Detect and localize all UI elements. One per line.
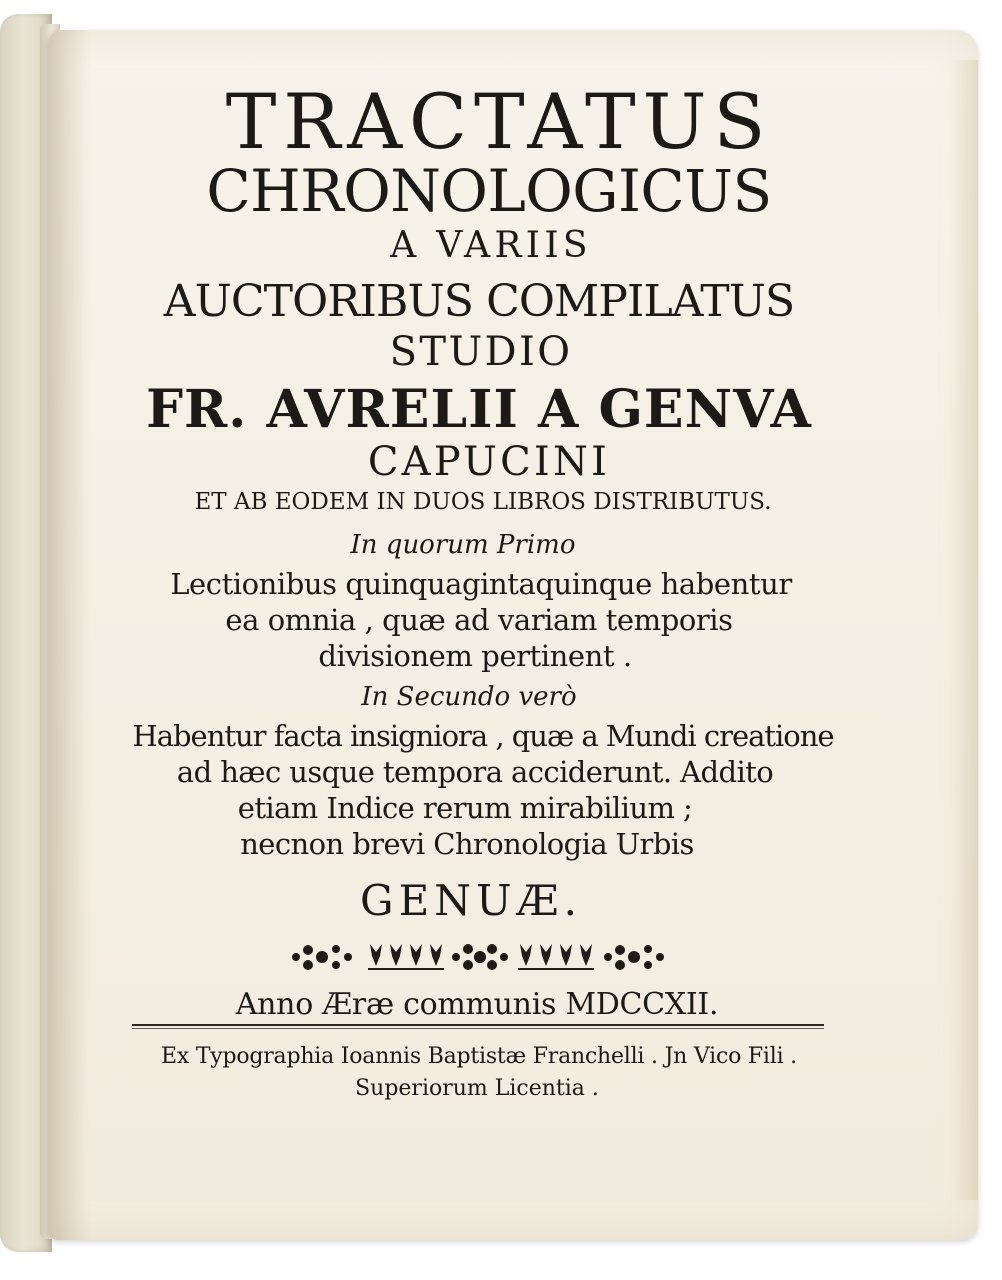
imprint-rule (132, 1024, 824, 1026)
fleuron-ornament (452, 944, 508, 970)
title-line-8: ET AB EODEM IN DUOS LIBROS DISTRIBUTUS. (194, 489, 772, 515)
text-line-11: ea omnia , quæ ad variam temporis (225, 603, 733, 637)
text-line-12: divisionem pertinent . (318, 639, 632, 673)
text-line-16: etiam Indice rerum mirabilium ; (237, 791, 693, 825)
title-line-2: CHRONOLOGICUS (206, 157, 772, 225)
title-line-5: STUDIO (389, 329, 573, 375)
imprint-rule-thin (132, 1028, 824, 1029)
author-line: FR. AVRELII A GENVA (146, 379, 812, 440)
date-line: Anno Æræ communis MDCCXII. (235, 987, 719, 1022)
city-name: GENUÆ. (360, 876, 582, 925)
subhead-primo: In quorum Primo (350, 530, 576, 560)
text-line-15: ad hæc usque tempora acciderunt. Addito (176, 755, 774, 789)
subhead-secundo: In Secundo verò (361, 682, 577, 712)
title-line-3: A VARIIS (390, 225, 592, 266)
text-line-14: Habentur facta insigniora , quæ a Mundi creatione (132, 719, 834, 753)
title-line-4: AUCTORIBUS COMPILATUS (163, 276, 795, 327)
imprint-line-1: Ex Typographia Ioannis Baptistæ Franchelli . Jn Vico Fili . (161, 1044, 797, 1069)
ornament-band (288, 936, 670, 978)
fleuron-ornament (292, 945, 352, 970)
text-line-10: Lectionibus quinquagintaquinque habentur (170, 567, 792, 601)
fleur-ornament (518, 944, 594, 970)
fleur-ornament (368, 944, 444, 970)
text-line-17: necnon brevi Chronologia Urbis (240, 827, 694, 861)
fleuron-ornament (604, 945, 664, 970)
title-line-7: CAPUCINI (367, 439, 611, 485)
imprint-line-2: Superiorum Licentia . (355, 1076, 599, 1101)
title-line-1: TRACTATUS (225, 77, 773, 166)
